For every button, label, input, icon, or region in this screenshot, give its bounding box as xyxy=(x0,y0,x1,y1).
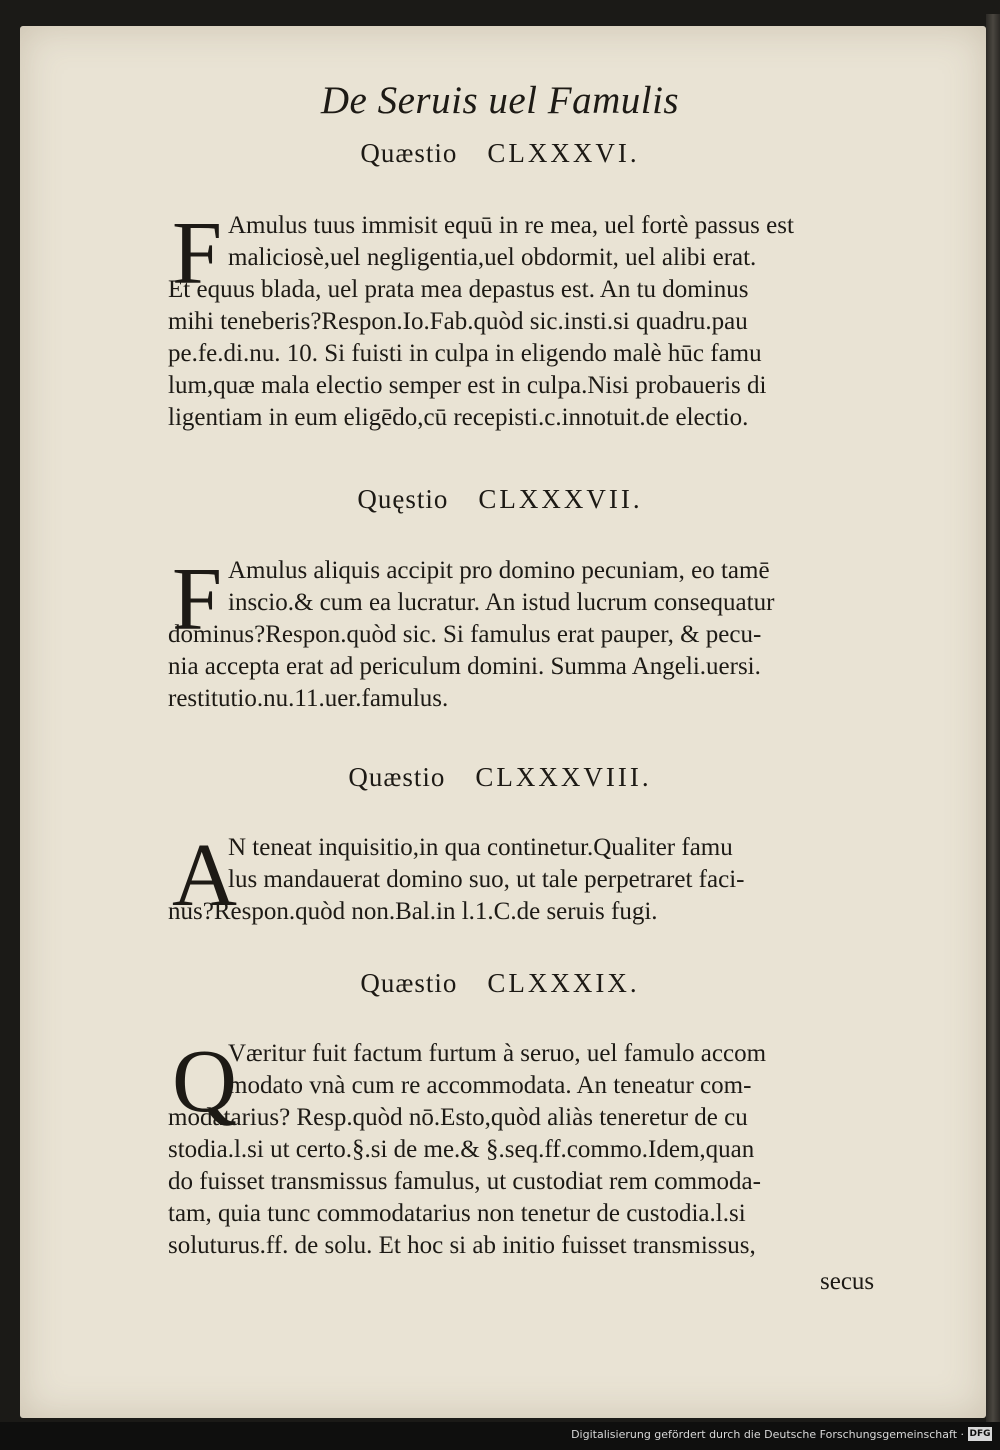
text-line: Amulus tuus immisit equū in re mea, uel fortè passus est xyxy=(228,212,794,239)
text-line: inscio.& cum ea lucratur. An istud lucrum consequatur xyxy=(228,589,775,616)
running-head: De Seruis uel Famulis xyxy=(320,79,680,122)
dfg-logo: DFG xyxy=(969,1429,991,1439)
question-text xyxy=(168,204,920,434)
catchword: secus xyxy=(820,1268,875,1295)
heading-number: CLXXXVII. xyxy=(478,484,643,514)
question-heading xyxy=(0,138,1000,169)
drop-initial: A xyxy=(172,826,237,925)
question-text xyxy=(168,826,920,928)
text-line: Amulus aliquis accipit pro domino pecuniam, eo tamē xyxy=(228,557,770,584)
heading-word: Quæstio xyxy=(360,138,458,168)
heading-word: Quęstio xyxy=(357,484,449,514)
heading-number: CLXXXVI. xyxy=(487,138,640,168)
drop-initial: Q xyxy=(172,1032,237,1131)
text-line: Et equus blada, uel prata mea depastus est. An tu dominus xyxy=(168,276,749,303)
text-line: N teneat inquisitio,in qua continetur.Qualiter famu xyxy=(228,834,733,861)
question-heading xyxy=(0,484,1000,515)
text-line: modatarius? Resp.quòd nō.Esto,quòd aliàs teneretur de cu xyxy=(168,1104,748,1131)
heading-number: CLXXXVIII. xyxy=(475,762,652,792)
drop-initial: F xyxy=(172,550,223,649)
text-line: do fuisset transmissus famulus, ut custodiat rem commoda- xyxy=(168,1168,761,1195)
text-line: pe.fe.di.nu. 10. Si fuisti in culpa in eligendo malè hūc famu xyxy=(168,340,762,367)
question-heading xyxy=(0,762,1000,793)
page-edge xyxy=(986,14,1000,1424)
text-line: nia accepta erat ad periculum domini. Summa Angeli.uersi. xyxy=(168,653,761,680)
text-line: restitutio.nu.11.uer.famulus. xyxy=(168,685,449,712)
heading-word: Quæstio xyxy=(348,762,446,792)
heading-number: CLXXXIX. xyxy=(487,968,640,998)
text-line: Væritur fuit factum furtum à seruo, uel famulo accom xyxy=(228,1040,767,1067)
text-line: lus mandauerat domino suo, ut tale perpetraret faci- xyxy=(228,866,745,893)
drop-initial: F xyxy=(172,204,223,303)
text-line: nus?Respon.quòd non.Bal.in l.1.C.de seruis fugi. xyxy=(168,898,658,925)
text-line: soluturus.ff. de solu. Et hoc si ab initio fuisset transmissus, xyxy=(168,1232,756,1259)
text-line: mihi teneberis?Respon.Io.Fab.quòd sic.insti.si quadru.pau xyxy=(168,308,748,335)
heading-word: Quæstio xyxy=(360,968,458,998)
text-line: modato vnà cum re accommodata. An teneatur com- xyxy=(228,1072,752,1099)
text-line: lum,quæ mala electio semper est in culpa.Nisi probaueris di xyxy=(168,372,767,399)
question-heading xyxy=(0,968,1000,999)
question-text xyxy=(168,1032,920,1262)
text-line: ligentiam in eum eligēdo,cū recepisti.c.innotuit.de electio. xyxy=(168,404,749,431)
text-line: dominus?Respon.quòd sic. Si famulus erat pauper, & pecu- xyxy=(168,621,762,648)
question-text xyxy=(168,550,920,715)
text-line: tam, quia tunc commodatarius non tenetur de custodia.l.si xyxy=(168,1200,746,1227)
funding-notice: Digitalisierung gefördert durch die Deutsche Forschungsgemeinschaft · xyxy=(571,1428,964,1441)
text-line: maliciosè,uel negligentia,uel obdormit, uel alibi erat. xyxy=(228,244,757,271)
text-line: stodia.l.si ut certo.§.si de me.& §.seq.ff.commo.Idem,quan xyxy=(168,1136,755,1163)
